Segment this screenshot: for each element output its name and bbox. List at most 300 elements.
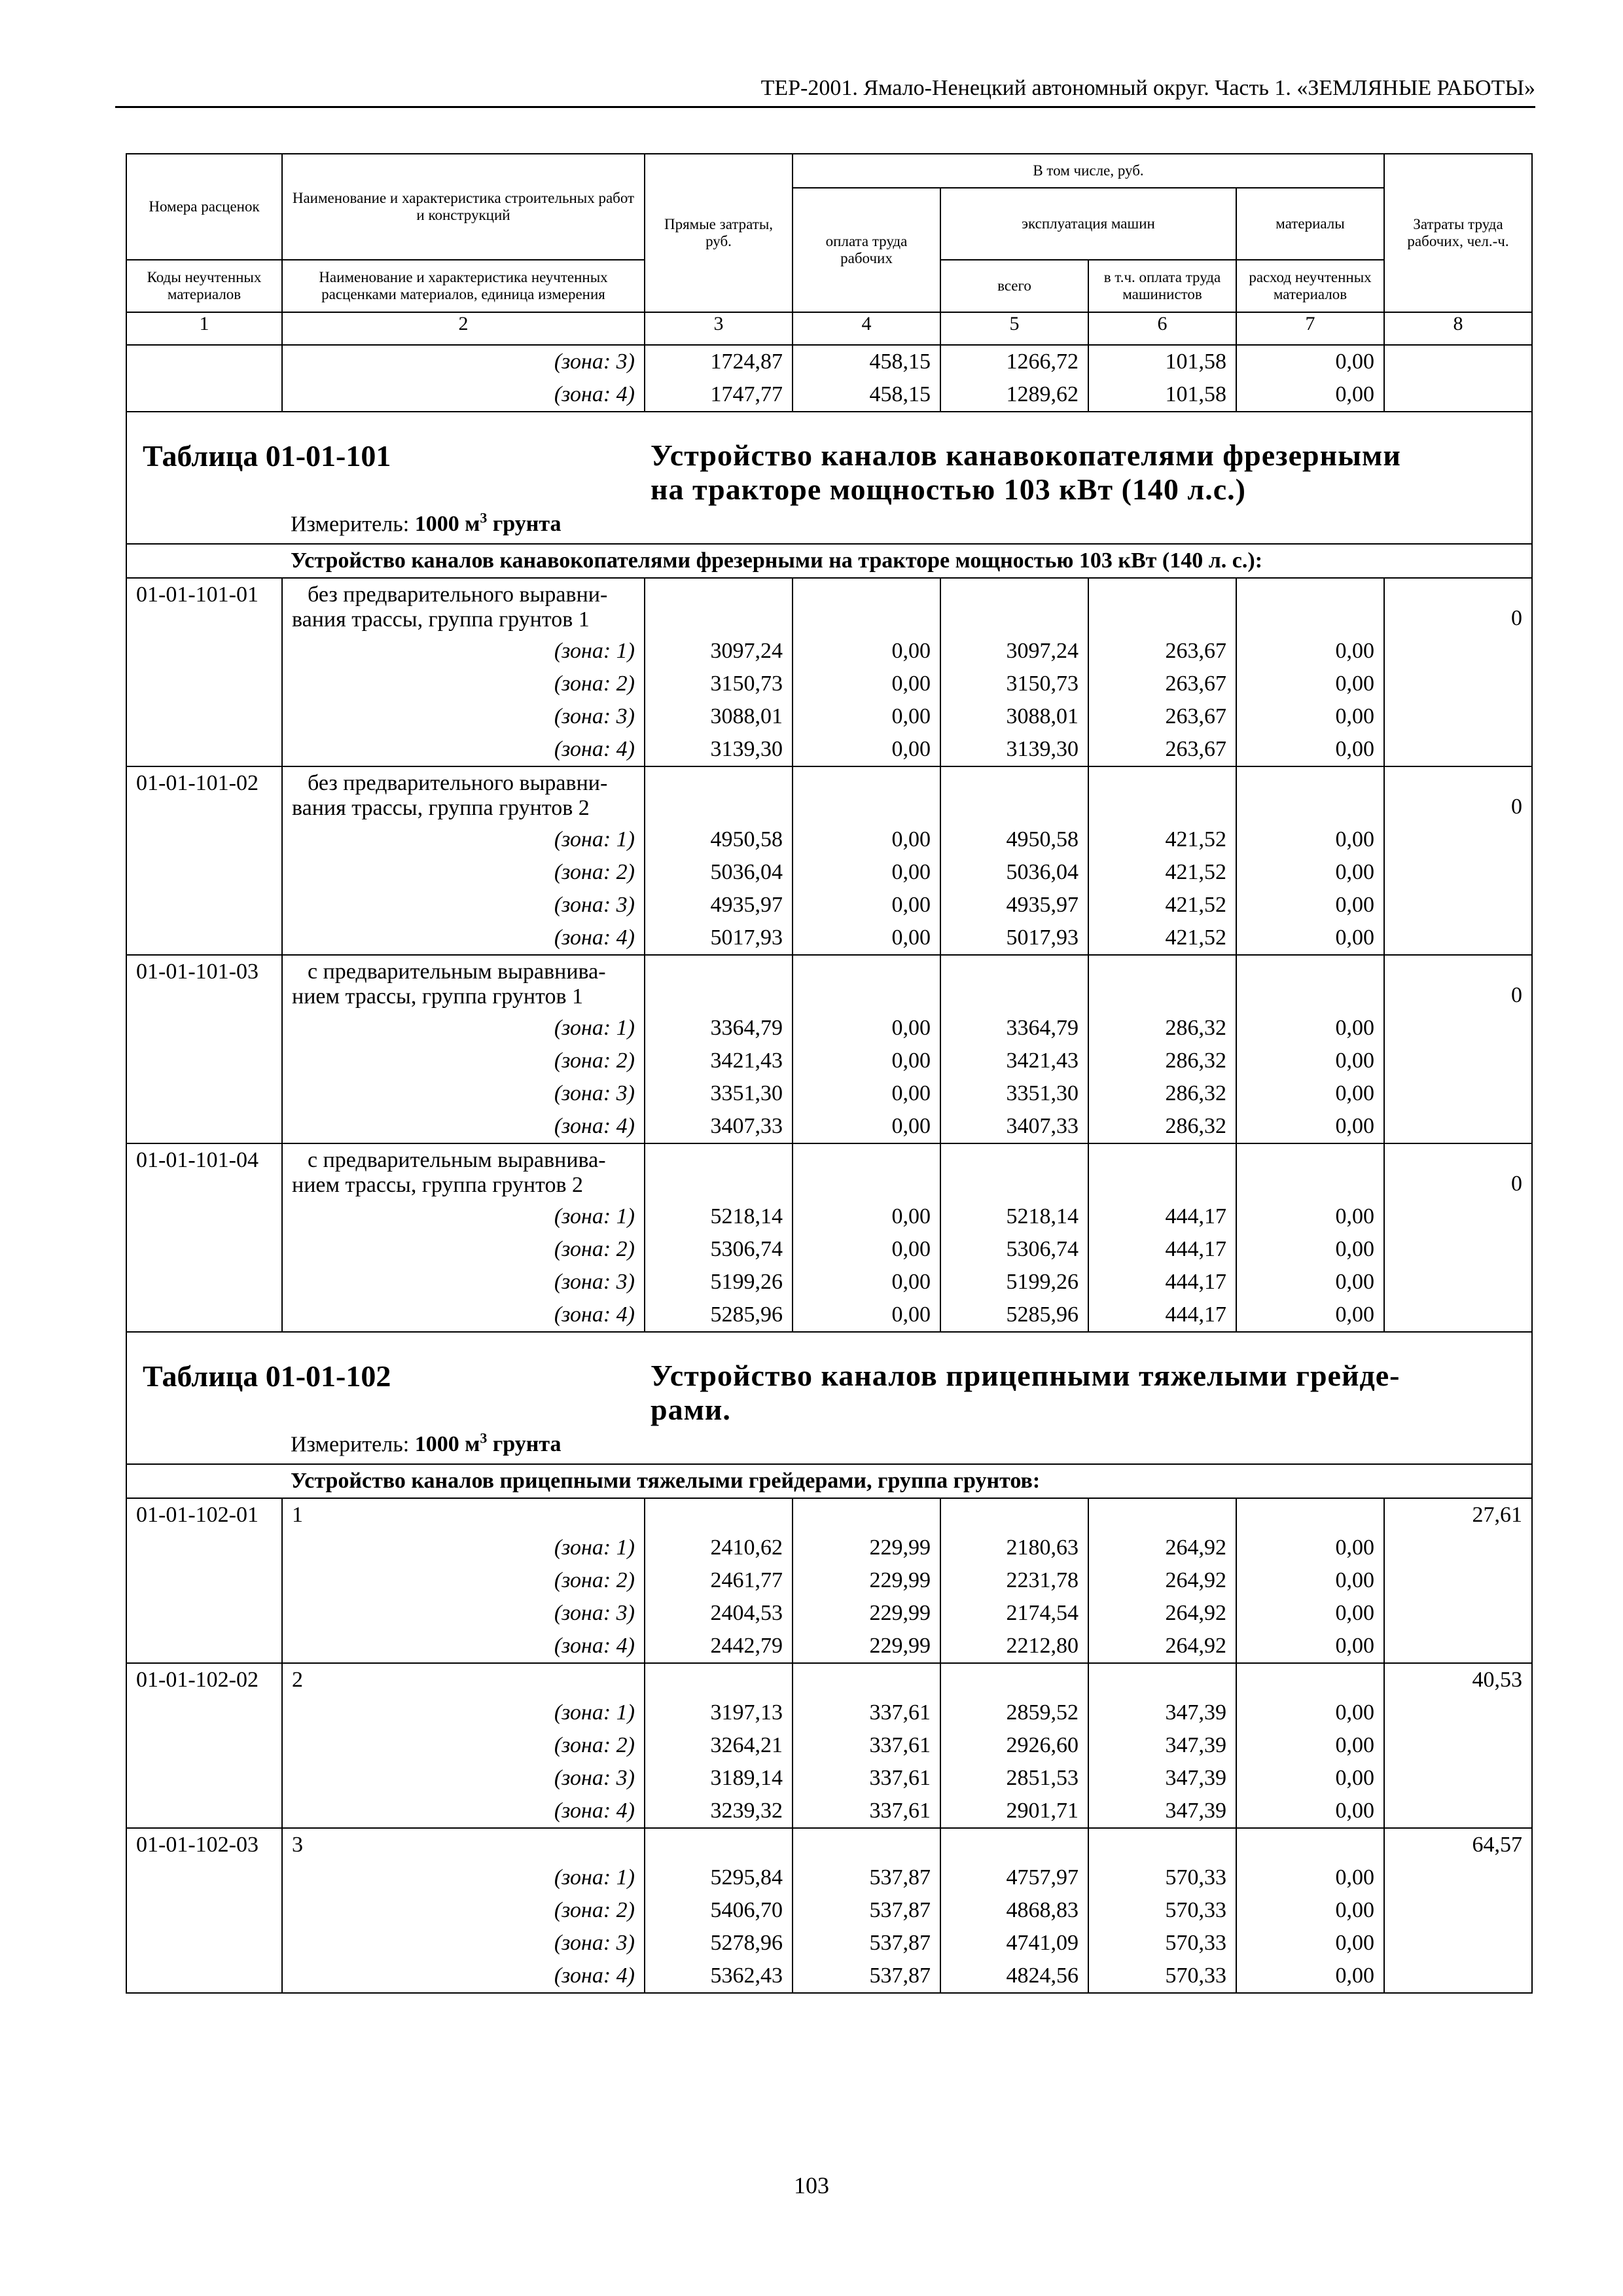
labor-pay-value: 537,87 [793,1960,940,1993]
labor-pay-value: 0,00 [793,1077,940,1110]
column-number: 4 [793,312,940,345]
rate-code-cell [126,1861,282,1894]
materials-value: 0,00 [1236,1299,1384,1332]
machines-total-value: 5306,74 [940,1233,1088,1266]
materials-value: 0,00 [1236,1630,1384,1663]
machines-total-value: 2212,80 [940,1630,1088,1663]
materials-value: 0,00 [1236,668,1384,700]
rate-code: 01-01-102-01 [126,1498,282,1532]
zone-row [126,1532,1532,1564]
labor-pay-value: 229,99 [793,1564,940,1597]
empty-cell [1088,1143,1236,1200]
rate-code-cell [126,823,282,856]
operators-pay-value: 264,92 [1088,1630,1236,1663]
unit-value: 1000 м [414,512,480,536]
labor-pay-value: 0,00 [793,1012,940,1045]
unit-value: 1000 м [414,1432,480,1456]
empty-cell [1236,766,1384,823]
machines-total-value: 4741,09 [940,1927,1088,1960]
labor-pay-value: 0,00 [793,856,940,889]
labor-pay-value: 0,00 [793,635,940,668]
rate-code-cell [126,1894,282,1927]
labor-hours-value: 0 [1384,1143,1532,1200]
labor-hours-cell [1384,1927,1532,1960]
labor-pay-value: 337,61 [793,1696,940,1729]
rate-code-cell [126,1564,282,1597]
zone-label: (зона: 3) [282,1762,645,1795]
machines-total-value: 2180,63 [940,1532,1088,1564]
operators-pay-value: 101,58 [1088,345,1236,378]
empty-cell [1088,578,1236,635]
machines-total-value: 2231,78 [940,1564,1088,1597]
operators-pay-value: 444,17 [1088,1233,1236,1266]
labor-hours-cell [1384,922,1532,955]
rate-code: 01-01-101-04 [126,1143,282,1200]
operators-pay-value: 264,92 [1088,1532,1236,1564]
materials-value: 0,00 [1236,733,1384,766]
empty-cell [645,1498,793,1532]
empty-cell [940,1663,1088,1696]
labor-hours-value: 0 [1384,766,1532,823]
zone-label: (зона: 4) [282,378,645,412]
empty-cell [1236,1828,1384,1861]
direct-costs-value: 3421,43 [645,1045,793,1077]
machines-total-value: 2174,54 [940,1597,1088,1630]
labor-pay-value: 0,00 [793,1233,940,1266]
table-subheader-row [126,544,1532,578]
direct-costs-value: 5285,96 [645,1299,793,1332]
column-numbers-row [126,312,1532,345]
column-number: 6 [1088,312,1236,345]
direct-costs-value: 2461,77 [645,1564,793,1597]
column-number: 2 [282,312,645,345]
direct-costs-value: 5036,04 [645,856,793,889]
materials-value: 0,00 [1236,856,1384,889]
materials-value: 0,00 [1236,1077,1384,1110]
direct-costs-value: 5306,74 [645,1233,793,1266]
zone-row [126,1762,1532,1795]
rate-row [126,1663,1532,1696]
machines-total-value: 3150,73 [940,668,1088,700]
rate-code-cell [126,1299,282,1332]
machines-total-value: 5199,26 [940,1266,1088,1299]
rate-code-cell [126,1927,282,1960]
zone-row [126,635,1532,668]
labor-hours-cell [1384,378,1532,412]
empty-cell [1088,766,1236,823]
col-header-unaccounted-materials: расход неучтенных материалов [1236,260,1384,312]
empty-cell [793,766,940,823]
zone-label: (зона: 2) [282,668,645,700]
rate-code: 01-01-102-03 [126,1828,282,1861]
unit-superscript: 3 [480,509,488,526]
col-header-labor-hours: Затраты труда рабочих, чел.-ч. [1384,154,1532,312]
rate-description-line: с предварительным выравнива- [308,960,606,984]
empty-cell [645,955,793,1012]
rate-code: 01-01-101-03 [126,955,282,1012]
empty-cell [940,955,1088,1012]
direct-costs-value: 3364,79 [645,1012,793,1045]
rate-row [126,1498,1532,1532]
operators-pay-value: 101,58 [1088,378,1236,412]
col-header-machines: эксплуатация машин [940,188,1236,260]
operators-pay-value: 286,32 [1088,1110,1236,1143]
materials-value: 0,00 [1236,1532,1384,1564]
col-header-material-codes: Коды неучтенных материалов [126,260,282,312]
empty-cell [1236,1143,1384,1200]
rate-code-cell [126,856,282,889]
direct-costs-value: 5406,70 [645,1894,793,1927]
zone-label: (зона: 4) [282,1795,645,1828]
operators-pay-value: 263,67 [1088,700,1236,733]
zone-row [126,1630,1532,1663]
labor-pay-value: 0,00 [793,1266,940,1299]
table-name-line: рами. [651,1393,731,1426]
table-name [651,439,1501,507]
empty-cell [645,1828,793,1861]
labor-hours-cell [1384,1960,1532,1993]
direct-costs-value: 3097,24 [645,635,793,668]
direct-costs-value: 2442,79 [645,1630,793,1663]
zone-row [126,1299,1532,1332]
labor-pay-value: 229,99 [793,1597,940,1630]
zone-label: (зона: 4) [282,1110,645,1143]
col-header-including: В том числе, руб. [793,154,1384,188]
operators-pay-value: 570,33 [1088,1927,1236,1960]
rate-description-line: 1 [292,1503,303,1527]
labor-hours-cell [1384,1266,1532,1299]
machines-total-value: 3364,79 [940,1012,1088,1045]
rate-description-line: вания трассы, группа грунтов 2 [292,796,590,820]
operators-pay-value: 264,92 [1088,1597,1236,1630]
empty-cell [1236,1498,1384,1532]
materials-value: 0,00 [1236,1729,1384,1762]
empty-cell [1236,955,1384,1012]
operators-pay-value: 444,17 [1088,1200,1236,1233]
labor-pay-value: 0,00 [793,1200,940,1233]
rate-description-line: нием трассы, группа грунтов 1 [292,984,584,1009]
operators-pay-value: 347,39 [1088,1696,1236,1729]
zone-row [126,1696,1532,1729]
unit-suffix: грунта [487,512,562,536]
labor-hours-cell [1384,1077,1532,1110]
empty-cell [793,1663,940,1696]
empty-cell [1088,1498,1236,1532]
col-header-machines-total: всего [940,260,1088,312]
rate-code-cell [126,1795,282,1828]
direct-costs-value: 5199,26 [645,1266,793,1299]
zone-label: (зона: 2) [282,1729,645,1762]
column-number: 1 [126,312,282,345]
table-subheader: Устройство каналов канавокопателями фрезерными на тракторе мощностью 103 кВт (140 л. с.): [126,544,1532,578]
running-header: ТЕР-2001. Ямало-Ненецкий автономный округ. Часть 1. «ЗЕМЛЯНЫЕ РАБОТЫ» [115,71,1535,108]
machines-total-value: 2901,71 [940,1795,1088,1828]
operators-pay-value: 347,39 [1088,1795,1236,1828]
labor-pay-value: 337,61 [793,1795,940,1828]
zone-label: (зона: 3) [282,1266,645,1299]
rate-code-cell [126,733,282,766]
unit-superscript: 3 [480,1429,488,1446]
empty-cell [645,1663,793,1696]
zone-row [126,345,1532,378]
labor-pay-value: 0,00 [793,700,940,733]
direct-costs-value: 3407,33 [645,1110,793,1143]
direct-costs-value: 5017,93 [645,922,793,955]
machines-total-value: 4935,97 [940,889,1088,922]
zone-label: (зона: 1) [282,635,645,668]
zone-label: (зона: 1) [282,1532,645,1564]
direct-costs-value: 5295,84 [645,1861,793,1894]
machines-total-value: 1266,72 [940,345,1088,378]
zone-label: (зона: 3) [282,345,645,378]
rate-description-line: без предварительного выравни- [308,771,608,795]
labor-pay-value: 337,61 [793,1729,940,1762]
rate-code-cell [126,1110,282,1143]
operators-pay-value: 570,33 [1088,1960,1236,1993]
labor-hours-cell [1384,889,1532,922]
operators-pay-value: 444,17 [1088,1266,1236,1299]
col-header-labor-pay: оплата труда рабочих [793,188,940,312]
machines-total-value: 2926,60 [940,1729,1088,1762]
rate-row [126,578,1532,635]
rate-code-cell [126,378,282,412]
direct-costs-value: 1724,87 [645,345,793,378]
operators-pay-value: 444,17 [1088,1299,1236,1332]
rate-row [126,955,1532,1012]
rate-code-cell [126,1696,282,1729]
empty-cell [940,1143,1088,1200]
rate-code-cell [126,922,282,955]
empty-cell [793,1828,940,1861]
direct-costs-value: 3351,30 [645,1077,793,1110]
machines-total-value: 2859,52 [940,1696,1088,1729]
operators-pay-value: 263,67 [1088,635,1236,668]
operators-pay-value: 570,33 [1088,1861,1236,1894]
materials-value: 0,00 [1236,378,1384,412]
direct-costs-value: 5278,96 [645,1927,793,1960]
column-number: 5 [940,312,1088,345]
rate-code-cell [126,1233,282,1266]
rate-code-cell [126,1045,282,1077]
zone-row [126,1729,1532,1762]
rate-code-cell [126,1012,282,1045]
zone-row [126,1564,1532,1597]
labor-pay-value: 0,00 [793,922,940,955]
rate-description [282,1663,645,1696]
labor-hours-value: 64,57 [1384,1828,1532,1861]
materials-value: 0,00 [1236,1564,1384,1597]
zone-label: (зона: 3) [282,1077,645,1110]
machines-total-value: 5218,14 [940,1200,1088,1233]
materials-value: 0,00 [1236,1597,1384,1630]
labor-pay-value: 0,00 [793,889,940,922]
zone-label: (зона: 2) [282,1564,645,1597]
direct-costs-value: 3197,13 [645,1696,793,1729]
zone-label: (зона: 4) [282,922,645,955]
labor-pay-value: 458,15 [793,378,940,412]
rate-code-cell [126,1729,282,1762]
zone-row [126,1960,1532,1993]
direct-costs-value: 2404,53 [645,1597,793,1630]
rate-row [126,1828,1532,1861]
direct-costs-value: 3264,21 [645,1729,793,1762]
labor-hours-cell [1384,1861,1532,1894]
empty-cell [793,1498,940,1532]
column-number: 7 [1236,312,1384,345]
zone-row [126,1077,1532,1110]
labor-hours-cell [1384,1299,1532,1332]
materials-value: 0,00 [1236,1894,1384,1927]
table-unit [291,1430,561,1457]
labor-pay-value: 0,00 [793,733,940,766]
labor-pay-value: 537,87 [793,1861,940,1894]
zone-row [126,889,1532,922]
empty-cell [1236,1663,1384,1696]
labor-pay-value: 0,00 [793,823,940,856]
rate-description-line: без предварительного выравни- [308,583,608,607]
labor-pay-value: 229,99 [793,1630,940,1663]
rate-description [282,955,645,1012]
labor-pay-value: 229,99 [793,1532,940,1564]
rate-code-cell [126,1762,282,1795]
table-subheader: Устройство каналов прицепными тяжелыми грейдерами, группа грунтов: [126,1464,1532,1498]
empty-cell [940,1498,1088,1532]
rate-code-cell [126,700,282,733]
zone-label: (зона: 3) [282,700,645,733]
zone-label: (зона: 2) [282,1233,645,1266]
labor-pay-value: 537,87 [793,1894,940,1927]
materials-value: 0,00 [1236,1266,1384,1299]
machines-total-value: 3139,30 [940,733,1088,766]
machines-total-value: 3351,30 [940,1077,1088,1110]
table-title-row [126,1332,1532,1464]
rate-description [282,1143,645,1200]
table-unit [291,510,561,537]
zone-label: (зона: 1) [282,1861,645,1894]
rate-description [282,766,645,823]
labor-hours-cell [1384,1894,1532,1927]
labor-hours-cell [1384,668,1532,700]
labor-hours-cell [1384,1233,1532,1266]
labor-pay-value: 0,00 [793,1045,940,1077]
rate-code-cell [126,889,282,922]
materials-value: 0,00 [1236,1110,1384,1143]
empty-cell [793,955,940,1012]
labor-pay-value: 537,87 [793,1927,940,1960]
operators-pay-value: 421,52 [1088,922,1236,955]
rate-code-cell [126,1630,282,1663]
zone-label: (зона: 1) [282,823,645,856]
rate-description-line: с предварительным выравнива- [308,1148,606,1172]
labor-pay-value: 0,00 [793,1110,940,1143]
labor-hours-cell [1384,856,1532,889]
labor-hours-cell [1384,1045,1532,1077]
rate-code-cell [126,1532,282,1564]
rate-code-cell [126,635,282,668]
labor-hours-cell [1384,1795,1532,1828]
empty-cell [793,578,940,635]
zone-label: (зона: 1) [282,1012,645,1045]
rate-description [282,1828,645,1861]
zone-row [126,1861,1532,1894]
zone-label: (зона: 2) [282,1894,645,1927]
labor-hours-cell [1384,1597,1532,1630]
empty-cell [645,1143,793,1200]
empty-cell [1088,1828,1236,1861]
zone-label: (зона: 2) [282,1045,645,1077]
labor-hours-cell [1384,1762,1532,1795]
materials-value: 0,00 [1236,1927,1384,1960]
materials-value: 0,00 [1236,1696,1384,1729]
operators-pay-value: 263,67 [1088,668,1236,700]
operators-pay-value: 421,52 [1088,823,1236,856]
operators-pay-value: 421,52 [1088,856,1236,889]
labor-hours-value: 40,53 [1384,1663,1532,1696]
operators-pay-value: 286,32 [1088,1077,1236,1110]
zone-row [126,1233,1532,1266]
empty-cell [940,766,1088,823]
zone-row [126,1795,1532,1828]
zone-row [126,922,1532,955]
materials-value: 0,00 [1236,1762,1384,1795]
labor-hours-cell [1384,733,1532,766]
materials-value: 0,00 [1236,889,1384,922]
empty-cell [1236,578,1384,635]
labor-hours-cell [1384,1200,1532,1233]
rate-code: 01-01-101-02 [126,766,282,823]
machines-total-value: 4950,58 [940,823,1088,856]
direct-costs-value: 3139,30 [645,733,793,766]
rate-description-line: вания трассы, группа грунтов 1 [292,607,590,632]
zone-row [126,733,1532,766]
materials-value: 0,00 [1236,1012,1384,1045]
operators-pay-value: 286,32 [1088,1045,1236,1077]
zone-row [126,1597,1532,1630]
labor-hours-cell [1384,635,1532,668]
materials-value: 0,00 [1236,635,1384,668]
operators-pay-value: 421,52 [1088,889,1236,922]
operators-pay-value: 263,67 [1088,733,1236,766]
zone-label: (зона: 4) [282,1630,645,1663]
rate-code-cell [126,345,282,378]
materials-value: 0,00 [1236,345,1384,378]
rate-description [282,578,645,635]
page-number: 103 [794,2172,829,2198]
empty-cell [940,578,1088,635]
zone-label: (зона: 4) [282,1960,645,1993]
materials-value: 0,00 [1236,700,1384,733]
labor-hours-cell [1384,1110,1532,1143]
labor-hours-cell [1384,823,1532,856]
price-table [126,153,1533,1994]
empty-cell [645,766,793,823]
unit-label: Измеритель: [291,1432,410,1456]
labor-hours-cell [1384,1532,1532,1564]
rate-code-cell [126,1266,282,1299]
col-header-rate-number: Номера расценок [126,154,282,260]
direct-costs-value: 3189,14 [645,1762,793,1795]
direct-costs-value: 5362,43 [645,1960,793,1993]
empty-cell [793,1143,940,1200]
machines-total-value: 3407,33 [940,1110,1088,1143]
zone-row [126,668,1532,700]
labor-pay-value: 337,61 [793,1762,940,1795]
operators-pay-value: 570,33 [1088,1894,1236,1927]
zone-row [126,1266,1532,1299]
empty-cell [940,1828,1088,1861]
zone-row [126,1927,1532,1960]
table-name-line: Устройство каналов канавокопателями фрезерными [651,439,1401,472]
